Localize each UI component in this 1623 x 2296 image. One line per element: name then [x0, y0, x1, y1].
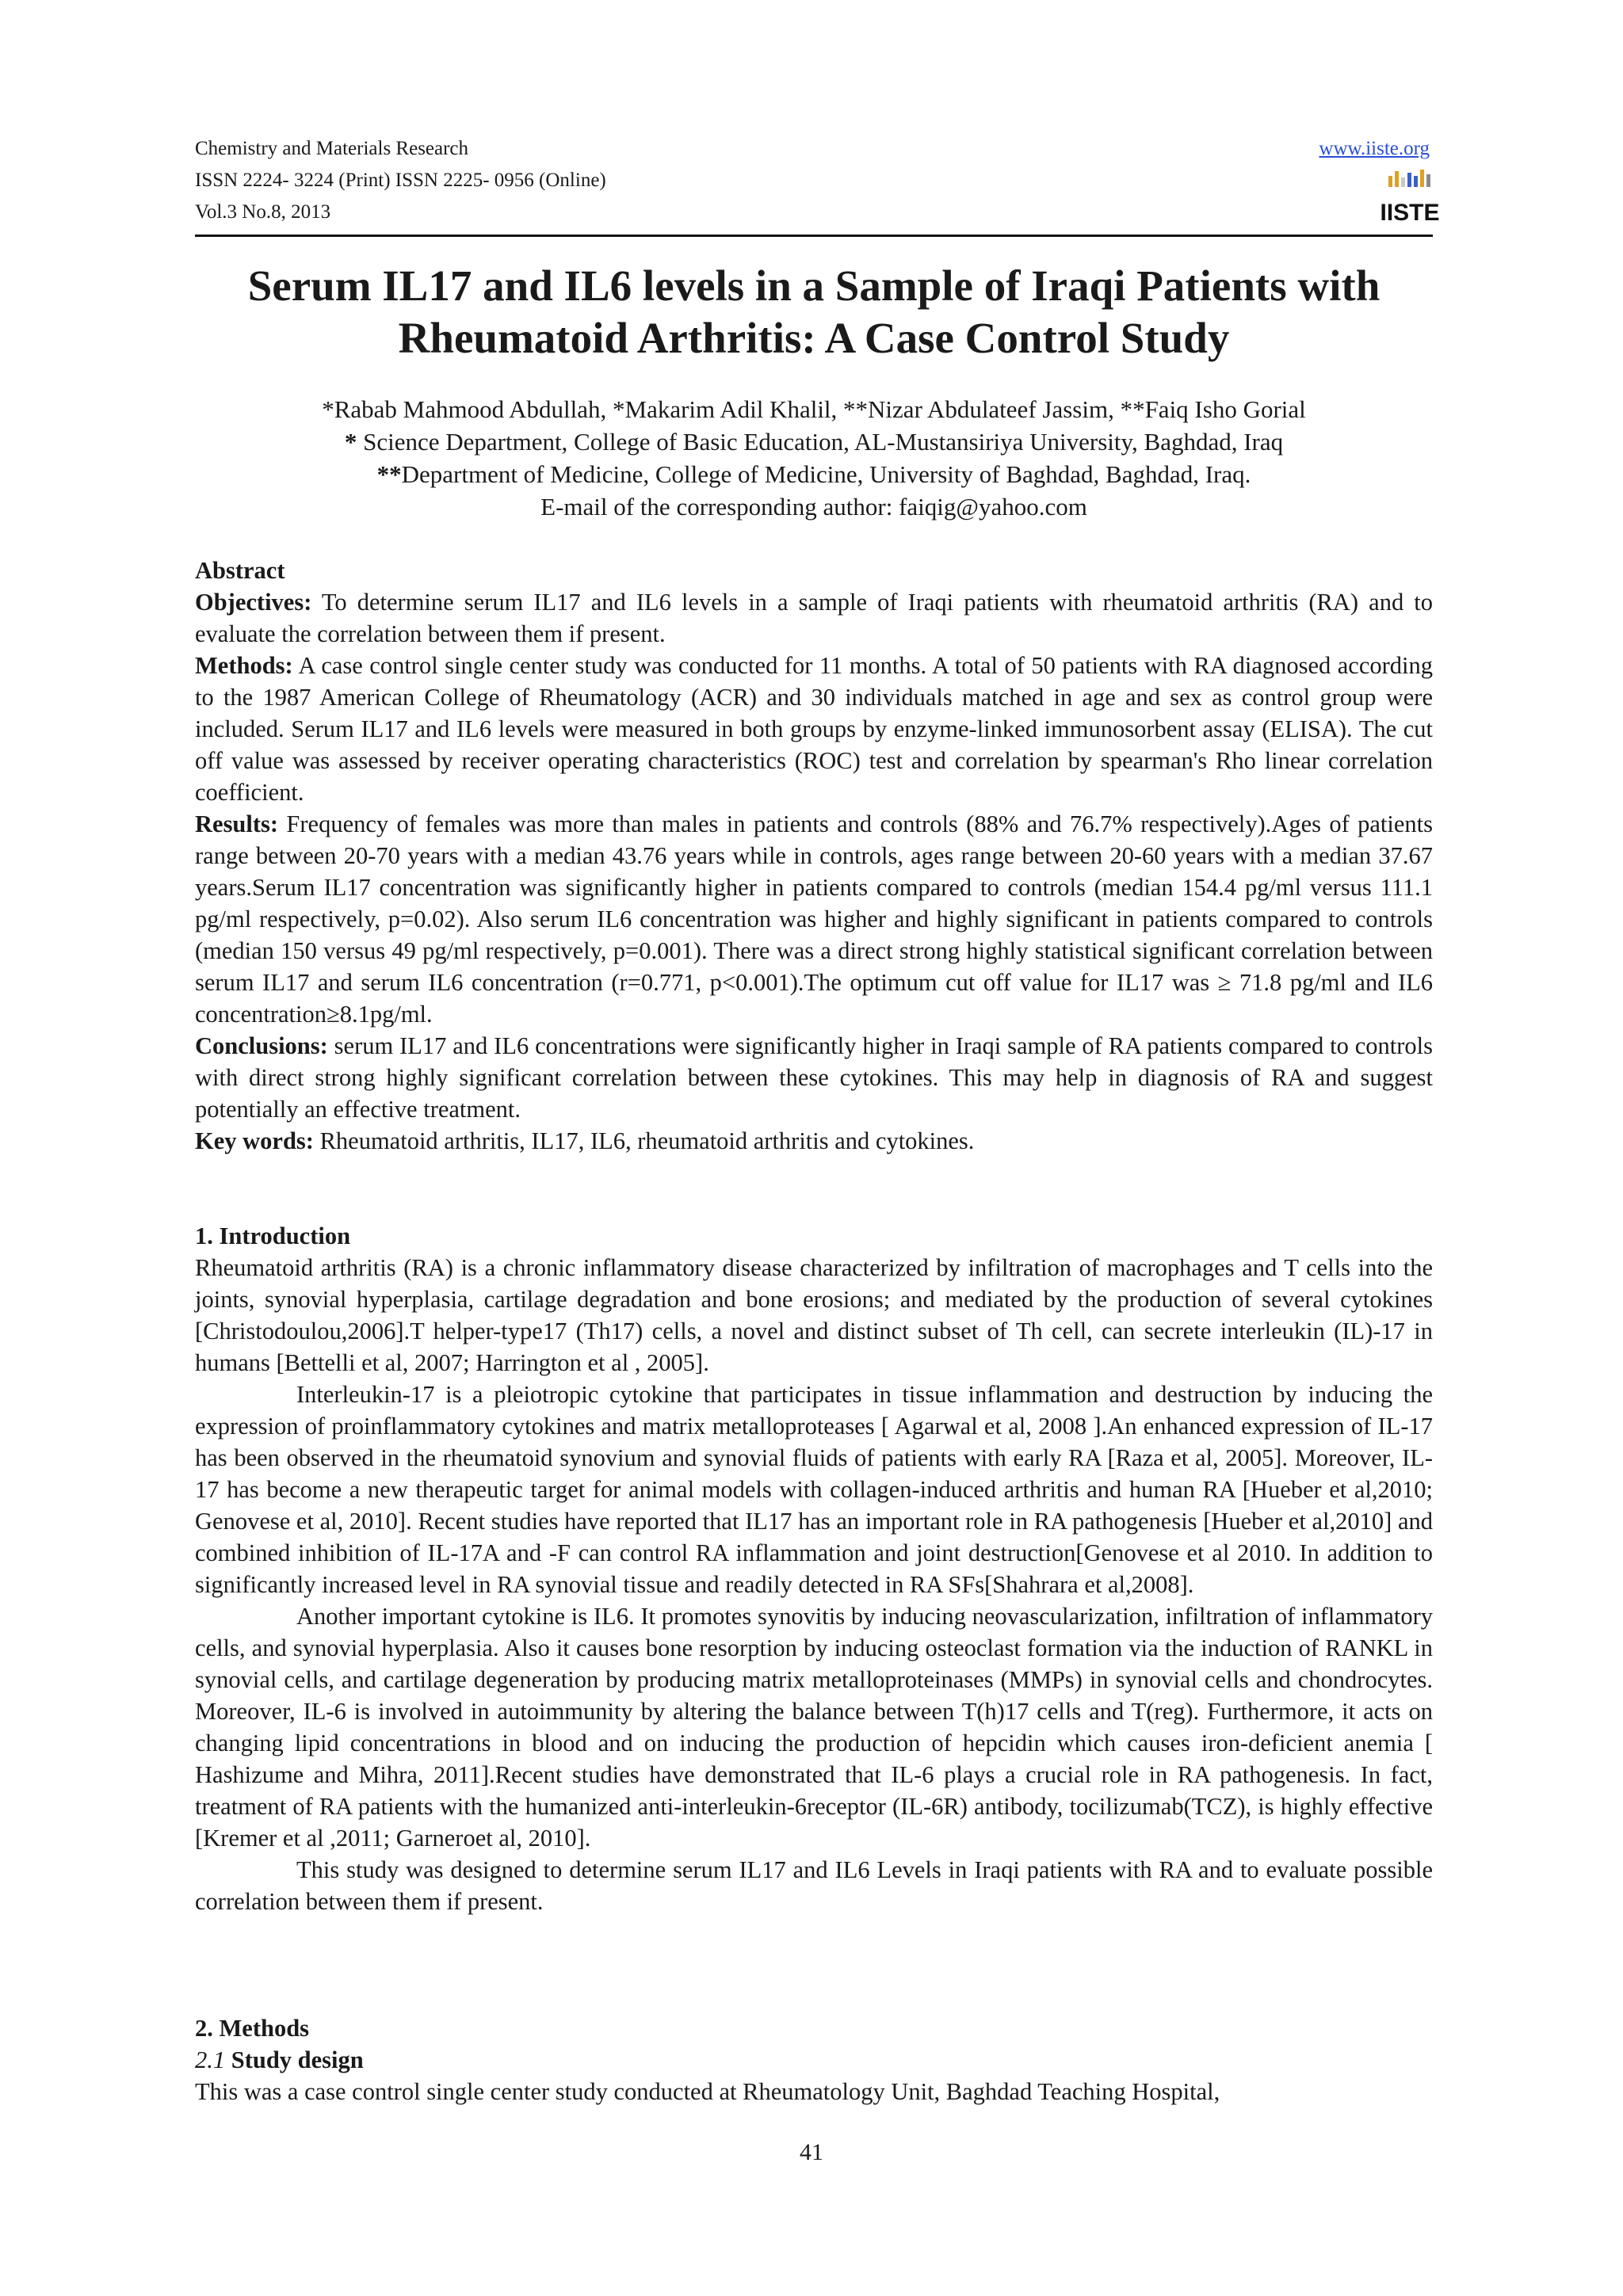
affiliation-1 [195, 425, 1433, 458]
corresponding-email: E-mail of the corresponding author: faiqig@yahoo.com [540, 493, 1087, 521]
affiliation-2-text: Department of Medicine, College of Medicine, University of Baghdad, Baghdad, Iraq. [401, 460, 1251, 488]
methods-text: A case control single center study was conducted for 11 months. A total of 50 patients with RA diagnosed according to the 1987 American College of Rheumatology (ACR) and 30 individuals matched in age and sex as control group were included. Serum IL17 and IL6 levels were measured in both groups by enzyme-linked immunosorbent assay (ELISA). The cut off value was assessed by receiver operating characteristics (ROC) test and correlation by spearman's Rho linear correlation coefficient. [195, 652, 1433, 806]
introduction-heading: 1. Introduction [195, 1222, 351, 1249]
affiliation-1-mark: * [344, 428, 357, 456]
affiliation-2 [195, 458, 1433, 490]
methods-section [195, 2012, 1433, 2107]
introduction-section [195, 1220, 1433, 1917]
logo-wordmark: IISTE [1380, 200, 1440, 226]
abstract-objectives [195, 586, 1433, 650]
iiste-logo-icon [1380, 168, 1440, 227]
objectives-label: Objectives: [195, 589, 312, 616]
keywords-label: Key words: [195, 1127, 314, 1154]
conclusions-label: Conclusions: [195, 1032, 328, 1059]
study-design-subheading [195, 2044, 1433, 2076]
subsection-number: 2.1 [195, 2046, 226, 2073]
issn-line: ISSN 2224- 3224 (Print) ISSN 2225- 0956 (Online) [195, 170, 606, 191]
title-line-2: Rheumatoid Arthritis: A Case Control Study [398, 314, 1230, 362]
results-label: Results: [195, 810, 279, 837]
page-number: 41 [800, 2139, 823, 2165]
paper-title [195, 260, 1433, 364]
results-text: Frequency of females was more than males in patients and controls (88% and 76.7% respectively).Ages of patients range between 20-70 years with a median 43.76 years while in controls, ages range between 20-60 years with a median 37.67 years.Serum IL17 concentration was significantly higher in patients compared to controls (median 154.4 pg/ml versus 111.1 pg/ml respectively, p=0.02). Also serum IL6 concentration was higher and highly significant in patients compared to controls (median 150 versus 49 pg/ml respectively, p=0.001). There was a direct strong highly statistical significant correlation between serum IL17 and serum IL6 concentration (r=0.771, p<0.001).The optimum cut off value for IL17 was ≥ 71.8 pg/ml and IL6 concentration≥8.1pg/ml. [195, 810, 1433, 1028]
abstract-methods [195, 650, 1433, 808]
abstract-conclusions [195, 1030, 1433, 1125]
title-line-1: Serum IL17 and IL6 levels in a Sample of Iraqi Patients with [247, 261, 1381, 310]
abstract-section [195, 555, 1433, 1157]
abstract-heading: Abstract [195, 557, 285, 584]
abstract-keywords [195, 1125, 1433, 1157]
conclusions-text: serum IL17 and IL6 concentrations were significantly higher in Iraqi sample of RA patients compared to controls with direct strong highly significant correlation between these cytokines. This may help in diagnosis of RA and suggest potentially an effective treatment. [195, 1032, 1433, 1123]
author-block [195, 393, 1433, 523]
author-names: *Rabab Mahmood Abdullah, *Makarim Adil Khalil, **Nizar Abdulateef Jassim, **Faiq Isho Gorial [322, 395, 1306, 423]
introduction-paragraph-3: Another important cytokine is IL6. It promotes synovitis by inducing neovascularization, infiltration of inflammatory cells, and synovial hyperplasia. Also it causes bone resorption by inducing osteoclast formation via the induction of RANKL in synovial cells, and cartilage degeneration by producing matrix metalloproteinases (MMPs) in synovial cells and chondrocytes. Moreover, IL-6 is involved in autoimmunity by altering the balance between T(h)17 cells and T(reg). Furthermore, it acts on changing lipid concentrations in blood and on inducing the production of hepcidin which causes iron-deficient anemia [ Hashizume and Mihra, 2011].Recent studies have demonstrated that IL-6 plays a crucial role in RA pathogenesis. In fact, treatment of RA patients with the humanized anti-interleukin-6receptor (IL-6R) antibody, tocilizumab(TCZ), is highly effective [Kremer et al ,2011; Garneroet al, 2010]. [195, 1603, 1433, 1852]
methods-label: Methods: [195, 652, 293, 679]
introduction-paragraph-1: Rheumatoid arthritis (RA) is a chronic inflammatory disease characterized by infiltration of macrophages and T cells into the joints, synovial hyperplasia, cartilage degradation and bone erosions; and mediated by the production of several cytokines [Christodoulou,2006].T helper-type17 (Th17) cells, a novel and distinct subset of Th cell, can secrete interleukin (IL)-17 in humans [Bettelli et al, 2007; Harrington et al , 2005]. [195, 1254, 1433, 1376]
volume-line: Vol.3 No.8, 2013 [195, 201, 331, 223]
keywords-text: Rheumatoid arthritis, IL17, IL6, rheumatoid arthritis and cytokines. [313, 1127, 975, 1154]
objectives-text: To determine serum IL17 and IL6 levels in a sample of Iraqi patients with rheumatoid arthritis (RA) and to evaluate the correlation between them if present. [195, 589, 1433, 647]
running-header [195, 133, 606, 228]
subsection-title: Study design [225, 2046, 364, 2073]
methods-heading: 2. Methods [195, 2015, 310, 2042]
affiliation-2-mark: ** [376, 460, 402, 488]
header-rule [195, 235, 1433, 237]
introduction-paragraph-2: Interleukin-17 is a pleiotropic cytokine that participates in tissue inflammation and destruction by inducing the expression of proinflammatory cytokines and matrix metalloproteases [ Agarwal et al, 2008 ].An enhanced expression of IL-17 has been observed in the rheumatoid synovium and synovial fluids of patients with early RA [Raza et al, 2005]. Moreover, IL-17 has become a new therapeutic target for animal models with collagen-induced arthritis and human RA [Hueber et al,2010; Genovese et al, 2010]. Recent studies have reported that IL17 has an important role in RA pathogenesis [Hueber et al,2010] and combined inhibition of IL-17A and -F can control RA inflammation and joint destruction[Genovese et al 2010. In addition to significantly increased level in RA synovial tissue and readily detected in RA SFs[Shahrara et al,2008]. [195, 1381, 1433, 1598]
journal-name: Chemistry and Materials Research [195, 138, 469, 159]
abstract-results [195, 808, 1433, 1030]
methods-paragraph-1: This was a case control single center study conducted at Rheumatology Unit, Baghdad Teaching Hospital, [195, 2078, 1220, 2105]
introduction-paragraph-4: This study was designed to determine serum IL17 and IL6 Levels in Iraqi patients with RA and to evaluate possible correlation between them if present. [195, 1856, 1433, 1915]
website-link[interactable]: www.iiste.org [1319, 138, 1430, 159]
affiliation-1-text: Science Department, College of Basic Education, AL-Mustansiriya University, Baghdad, Iraq [357, 428, 1284, 456]
